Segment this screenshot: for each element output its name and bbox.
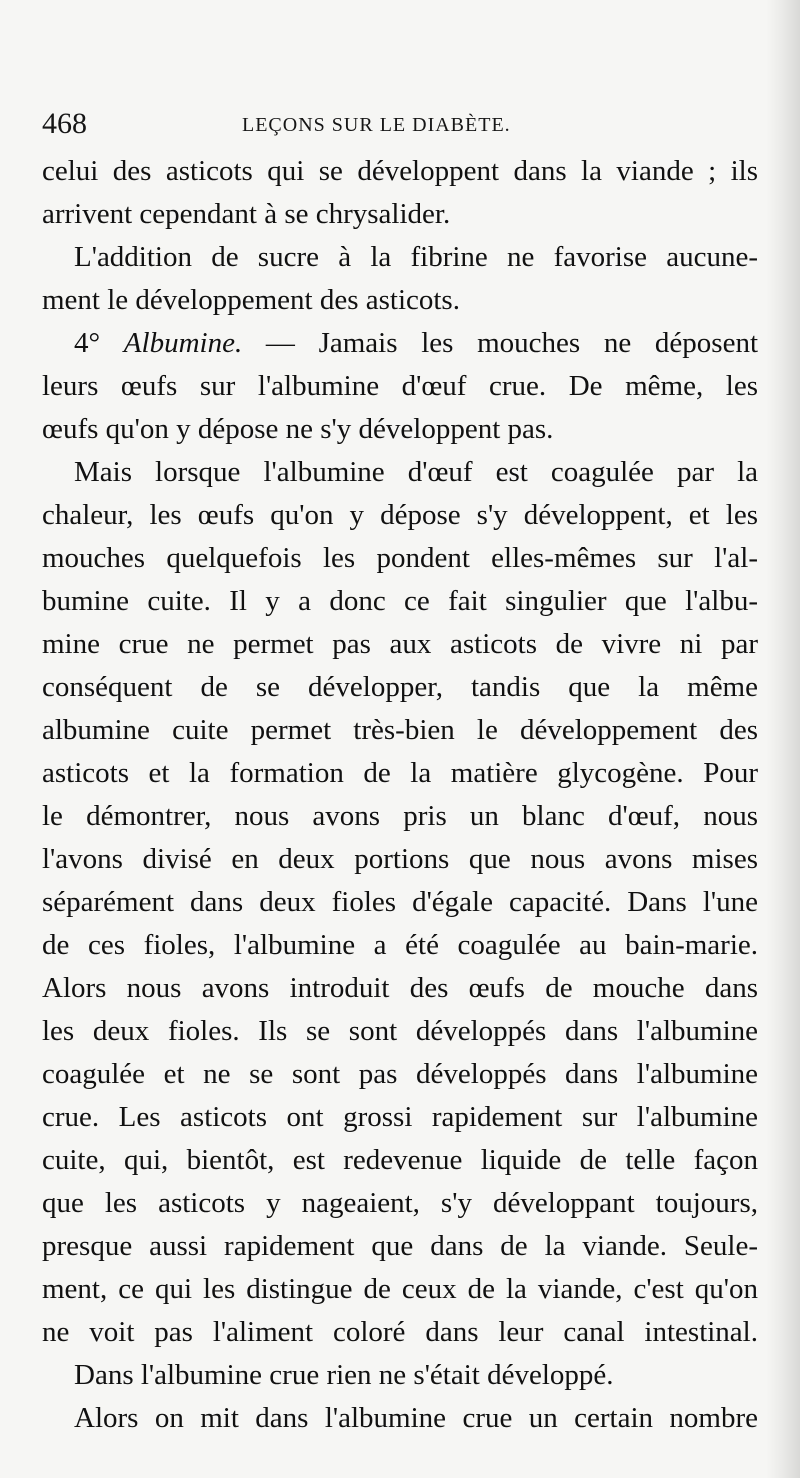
text-line: leurs œufs sur l'albumine d'œuf crue. De même, les bbox=[42, 370, 758, 402]
text-line: chaleur, les œufs qu'on y dépose s'y développent, et les bbox=[42, 499, 758, 531]
text-line: asticots et la formation de la matière glycogène. Pour bbox=[42, 757, 758, 789]
section-number: 4° bbox=[74, 327, 124, 359]
section-line-rest: — Jamais les mouches ne déposent bbox=[242, 327, 759, 359]
text-line: Dans l'albumine crue rien ne s'était développé. bbox=[74, 1359, 614, 1391]
text-line: arrivent cependant à se chrysalider. bbox=[42, 198, 451, 230]
text-line: mine crue ne permet pas aux asticots de vivre ni par bbox=[42, 628, 758, 660]
text-line: ment, ce qui les distingue de ceux de la viande, c'est qu'on bbox=[42, 1273, 758, 1305]
body-text bbox=[42, 150, 758, 1440]
text-line: presque aussi rapidement que dans de la viande. Seule- bbox=[42, 1230, 758, 1262]
page-header bbox=[42, 104, 758, 144]
text-line: crue. Les asticots ont grossi rapidement sur l'albumine bbox=[42, 1101, 758, 1133]
text-line: le démontrer, nous avons pris un blanc d'œuf, nous bbox=[42, 800, 758, 832]
text-line: mouches quelquefois les pondent elles-mêmes sur l'al- bbox=[42, 542, 758, 574]
page-gutter-shadow bbox=[766, 0, 800, 1478]
text-line: albumine cuite permet très-bien le développement des bbox=[42, 714, 758, 746]
section-heading-italic: Albumine. bbox=[123, 327, 243, 359]
text-line: ment le développement des asticots. bbox=[42, 284, 460, 316]
text-line: ne voit pas l'aliment coloré dans leur canal intestinal. bbox=[42, 1316, 758, 1348]
text-line: Alors nous avons introduit des œufs de mouche dans bbox=[42, 972, 758, 1004]
text-line: Mais lorsque l'albumine d'œuf est coagulée par la bbox=[74, 456, 758, 488]
text-line: celui des asticots qui se développent dans la viande ; ils bbox=[42, 155, 758, 187]
text-line: cuite, qui, bientôt, est redevenue liquide de telle façon bbox=[42, 1144, 758, 1176]
text-line: L'addition de sucre à la fibrine ne favorise aucune- bbox=[74, 241, 758, 273]
text-line: conséquent de se développer, tandis que la même bbox=[42, 671, 758, 703]
text-line: séparément dans deux fioles d'égale capacité. Dans l'une bbox=[42, 886, 758, 918]
text-line: bumine cuite. Il y a donc ce fait singulier que l'albu- bbox=[42, 585, 758, 617]
text-line: l'avons divisé en deux portions que nous avons mises bbox=[42, 843, 758, 875]
text-line: que les asticots y nageaient, s'y développant toujours, bbox=[42, 1187, 758, 1219]
text-line: les deux fioles. Ils se sont développés dans l'albumine bbox=[42, 1015, 758, 1047]
text-line: coagulée et ne se sont pas développés dans l'albumine bbox=[42, 1058, 758, 1090]
running-head: LEÇONS SUR LE DIABÈTE. bbox=[242, 114, 511, 136]
text-line: œufs qu'on y dépose ne s'y développent pas. bbox=[42, 413, 554, 445]
text-line: de ces fioles, l'albumine a été coagulée au bain-marie. bbox=[42, 929, 758, 961]
text-line: Alors on mit dans l'albumine crue un certain nombre bbox=[74, 1402, 758, 1434]
text-line bbox=[42, 322, 758, 365]
page-number: 468 bbox=[42, 107, 87, 140]
